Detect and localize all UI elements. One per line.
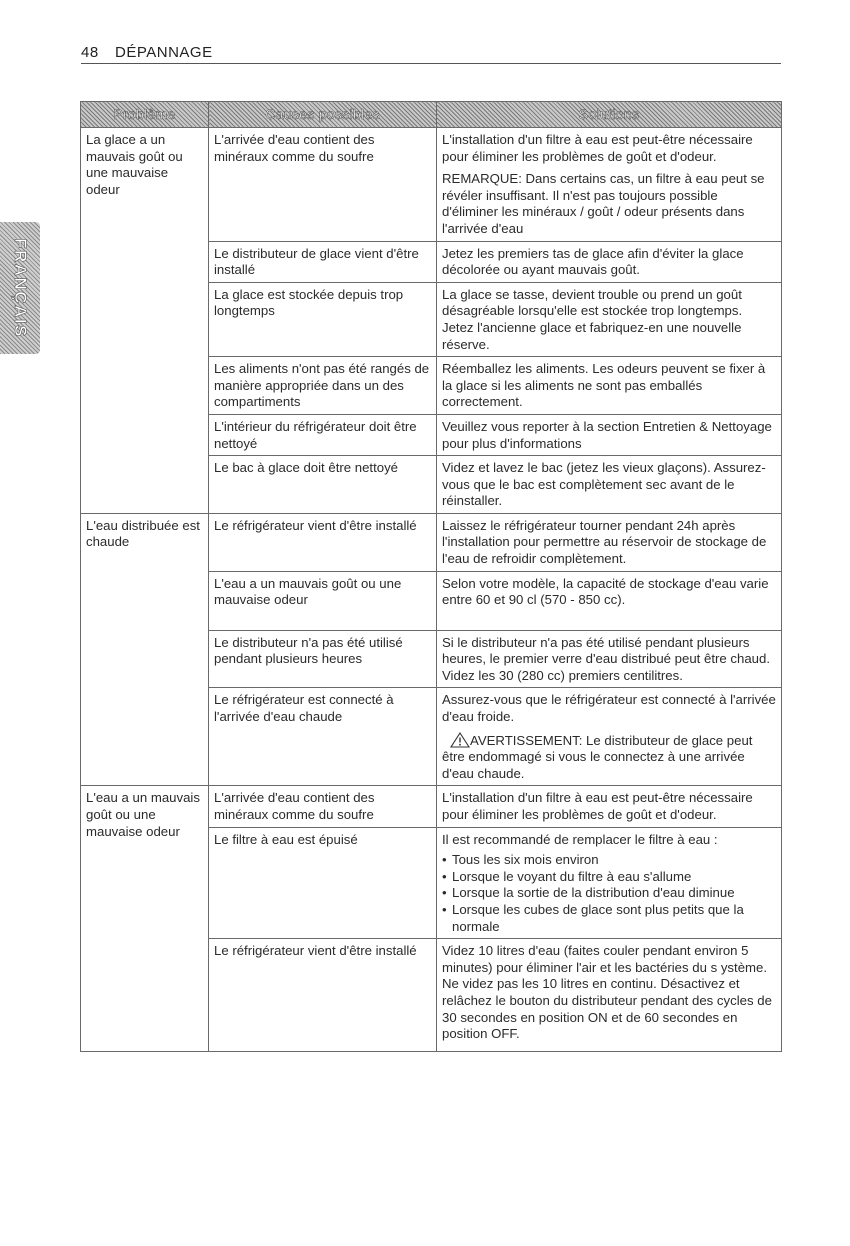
- cause-cell: L'arrivée d'eau contient des minéraux comme du soufre: [209, 128, 437, 242]
- list-item: • Lorsque les cubes de glace sont plus petits que la normale: [442, 902, 777, 935]
- table-row: [81, 513, 782, 571]
- problem-cell: L'eau distribuée est chaude: [81, 513, 209, 786]
- solution-cell: [437, 128, 782, 242]
- language-side-tab-label: FRANÇAIS: [11, 238, 30, 338]
- cause-cell: Le bac à glace doit être nettoyé: [209, 456, 437, 514]
- solution-cell: Videz et lavez le bac (jetez les vieux glaçons). Assurez-vous que le bac est complètement sec avant de le réinstaller.: [437, 456, 782, 514]
- table-row: [81, 128, 782, 242]
- list-item: • Lorsque la sortie de la distribution d'eau diminue: [442, 885, 777, 902]
- page-number: 48: [81, 44, 99, 61]
- warning-block: [442, 732, 777, 783]
- problem-cell: L'eau a un mauvais goût ou une mauvaise odeur: [81, 786, 209, 1051]
- list-item: • Tous les six mois environ: [442, 852, 777, 869]
- cause-cell: L'intérieur du réfrigérateur doit être nettoyé: [209, 414, 437, 455]
- solution-text: Assurez-vous que le réfrigérateur est connecté à l'arrivée d'eau froide.: [442, 692, 776, 725]
- cause-cell: Le réfrigérateur vient d'être installé: [209, 939, 437, 1052]
- column-header-causes: Causes possibles: [209, 102, 437, 128]
- warning-triangle-icon: [450, 732, 470, 748]
- cause-cell: Le distributeur de glace vient d'être installé: [209, 241, 437, 282]
- solution-cell: Réemballez les aliments. Les odeurs peuvent se fixer à la glace si les aliments ne sont pas emballés correctement.: [437, 357, 782, 415]
- troubleshooting-table: [80, 101, 782, 1052]
- cause-cell: Le distributeur n'a pas été utilisé pendant plusieurs heures: [209, 630, 437, 688]
- solution-note: REMARQUE: Dans certains cas, un filtre à eau peut se révéler insuffisant. Il n'est pas toujours possible d'éliminer les minéraux / goût / odeur présents dans l'arrivée d'eau: [442, 171, 765, 236]
- warning-text: AVERTISSEMENT: Le distributeur de glace peut être endommagé si vous le connectez à une arrivée d'eau chaude.: [442, 732, 753, 781]
- problem-cell: La glace a un mauvais goût ou une mauvaise odeur: [81, 128, 209, 514]
- solution-cell: [437, 688, 782, 786]
- solution-text: Il est recommandé de remplacer le filtre à eau :: [442, 831, 718, 847]
- solution-cell: Si le distributeur n'a pas été utilisé pendant plusieurs heures, le premier verre d'eau distribué peut être chaud. Videz les 30 (280 cc) premiers centilitres.: [437, 630, 782, 688]
- language-side-tab: [0, 222, 40, 354]
- section-title: DÉPANNAGE: [115, 44, 213, 61]
- cause-cell: Le réfrigérateur vient d'être installé: [209, 513, 437, 571]
- cause-cell: L'eau a un mauvais goût ou une mauvaise odeur: [209, 571, 437, 630]
- cause-cell: L'arrivée d'eau contient des minéraux comme du soufre: [209, 786, 437, 827]
- table-header-row: [81, 102, 782, 128]
- solution-cell: La glace se tasse, devient trouble ou prend un goût désagréable lorsqu'elle est stockée trop longtemps. Jetez l'ancienne glace et fabriquez-en une nouvelle réserve.: [437, 282, 782, 356]
- solution-text: L'installation d'un filtre à eau est peut-être nécessaire pour éliminer les problèmes de goût et d'odeur.: [442, 132, 753, 164]
- solution-cell: L'installation d'un filtre à eau est peut-être nécessaire pour éliminer les problèmes de goût et d'odeur.: [437, 786, 782, 827]
- column-header-problem: Problème: [81, 102, 209, 128]
- cause-cell: La glace est stockée depuis trop longtemps: [209, 282, 437, 356]
- cause-cell: Le filtre à eau est épuisé: [209, 827, 437, 939]
- solution-cell: Jetez les premiers tas de glace afin d'éviter la glace décolorée ou ayant mauvais goût.: [437, 241, 782, 282]
- table-row: [81, 786, 782, 827]
- solution-cell: Laissez le réfrigérateur tourner pendant 24h après l'installation pour permettre au réservoir de stockage de l'eau de refroidir complètement.: [437, 513, 782, 571]
- page-header: [81, 42, 781, 64]
- solution-cell: Veuillez vous reporter à la section Entretien & Nettoyage pour plus d'informations: [437, 414, 782, 455]
- cause-cell: Le réfrigérateur est connecté à l'arrivée d'eau chaude: [209, 688, 437, 786]
- solution-cell: [437, 827, 782, 939]
- solution-cell: Videz 10 litres d'eau (faites couler pendant environ 5 minutes) pour éliminer l'air et les bactéries du s ystème. Ne videz pas les 10 litres en continu. Désactivez et relâchez le bouton du distributeur pendant des cycles de 30 secondes en position ON et de 60 secondes en position OFF.: [437, 939, 782, 1052]
- column-header-solutions: Solutions: [437, 102, 782, 128]
- bullet-list: [442, 852, 777, 935]
- solution-cell: Selon votre modèle, la capacité de stockage d'eau varie entre 60 et 90 cl (570 - 850 cc).: [437, 571, 782, 630]
- list-item: • Lorsque le voyant du filtre à eau s'allume: [442, 869, 777, 886]
- cause-cell: Les aliments n'ont pas été rangés de manière appropriée dans un des compartiments: [209, 357, 437, 415]
